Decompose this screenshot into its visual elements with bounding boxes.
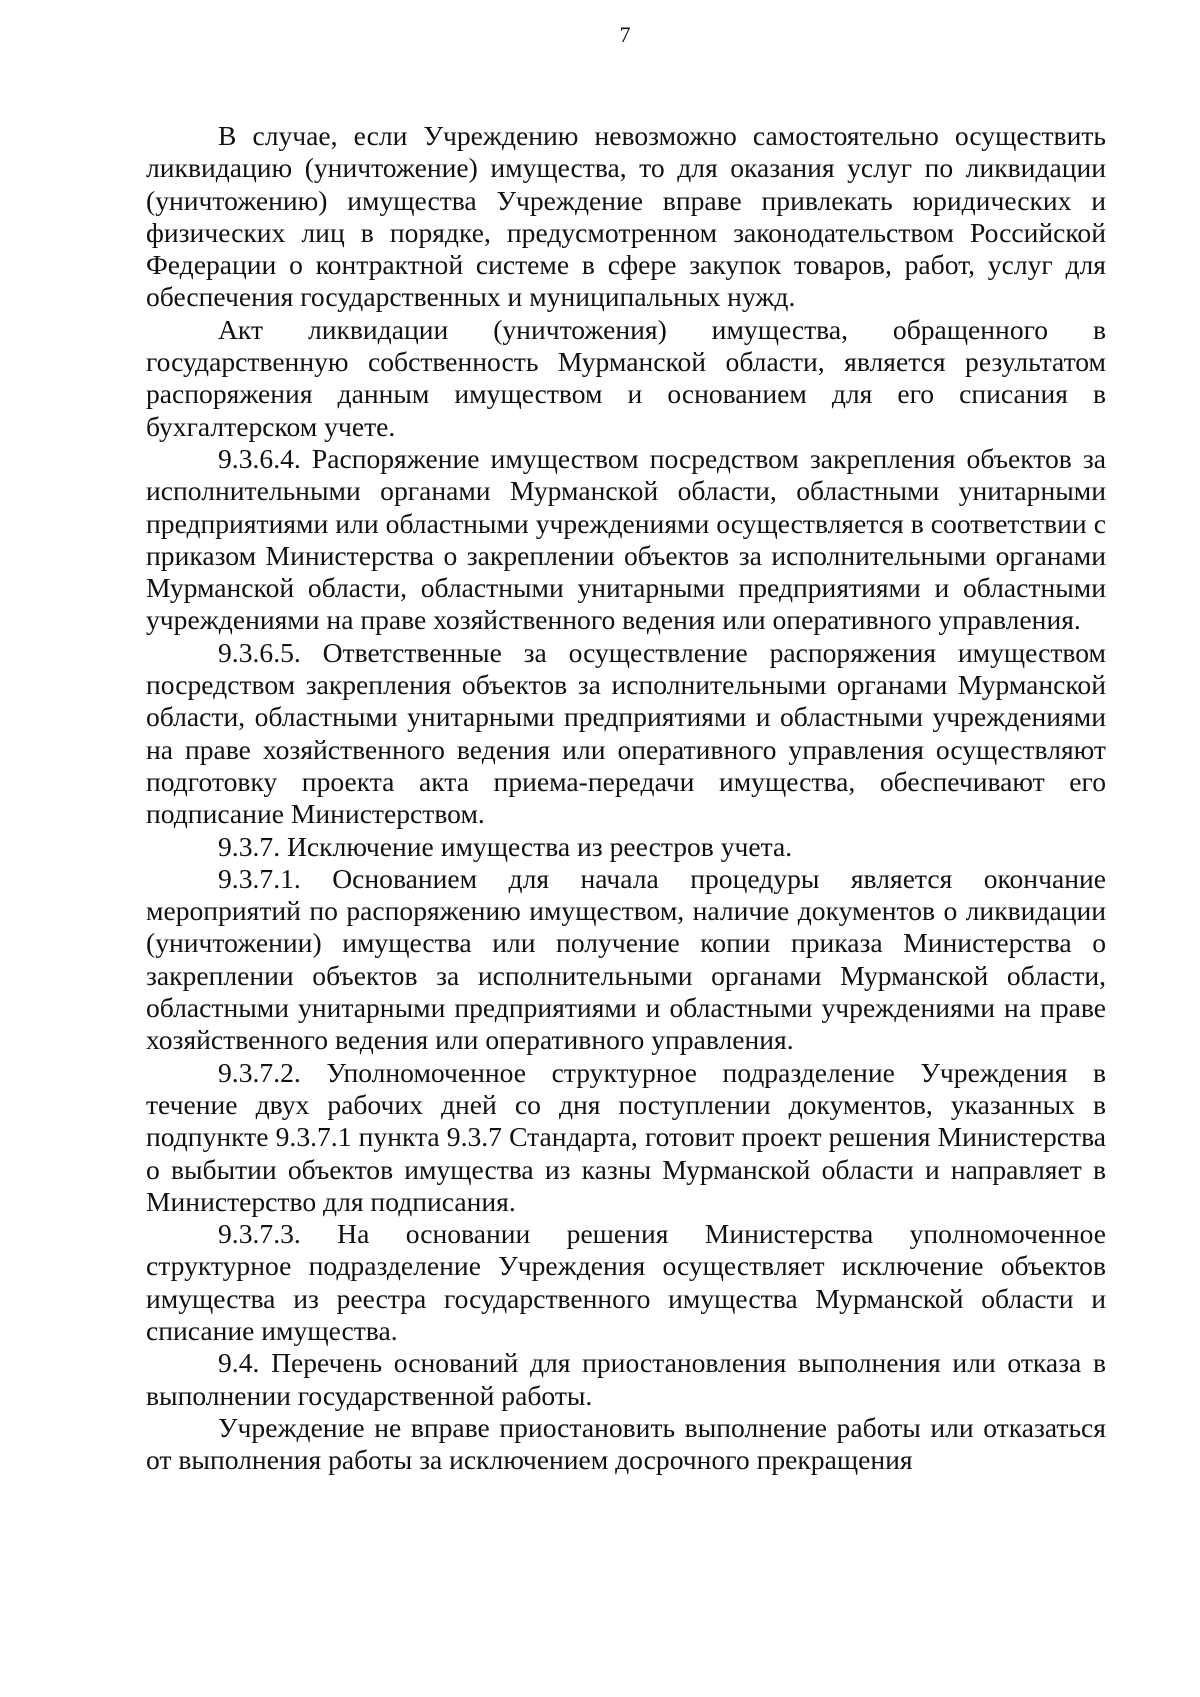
paragraph-9-3-6-4: 9.3.6.4. Распоряжение имуществом посредством закрепления объектов за исполнительными органами Мурманской области, областными унитарными предприятиями или областными учреждениями осуществляется в соответствии с приказом Министерства о закреплении объектов за исполнительными органами Мурманской области, областными унитарными предприятиями и областными учреждениями на праве хозяйственного ведения или оперативного управления. xyxy=(146,442,1106,636)
paragraph-9-3-6-5: 9.3.6.5. Ответственные за осуществление распоряжения имуществом посредством закрепления объектов за исполнительными органами Мурманской области, областными унитарными предприятиями и областными учреждениями на праве хозяйственного ведения или оперативного управления осуществляют подготовку проекта акта приема-передачи имущества, обеспечивают его подписание Министерством. xyxy=(146,636,1106,830)
paragraph-9-3-7-2: 9.3.7.2. Уполномоченное структурное подразделение Учреждения в течение двух рабочих дней со дня поступлении документов, указанных в подпункте 9.3.7.1 пункта 9.3.7 Стандарта, готовит проект решения Министерства о выбытии объектов имущества из казны Мурманской области и направляет в Министерство для подписания. xyxy=(146,1056,1106,1217)
paragraph-liquidation-act: Акт ликвидации (уничтожения) имущества, обращенного в государственную собственность Мурманской области, является результатом распоряжения данным имуществом и основанием для его списания в бухгалтерском учете. xyxy=(146,313,1106,442)
paragraph-9-3-7-1: 9.3.7.1. Основанием для начала процедуры является окончание мероприятий по распоряжению имуществом, наличие документов о ликвидации (уничтожении) имущества или получение копии приказа Министерства о закреплении объектов за исполнительными органами Мурманской области, областными унитарными предприятиями и областными учреждениями на праве хозяйственного ведения или оперативного управления. xyxy=(146,862,1106,1056)
paragraph-liquidation-services: В случае, если Учреждению невозможно самостоятельно осуществить ликвидацию (уничтожение) имущества, то для оказания услуг по ликвидации (уничтожению) имущества Учреждение вправе привлекать юридических и физических лиц в порядке, предусмотренном законодательством Российской Федерации о контрактной системе в сфере закупок товаров, работ, услуг для обеспечения государственных и муниципальных нужд. xyxy=(146,120,1106,313)
page-number: 7 xyxy=(619,22,631,47)
paragraph-9-3-7-3: 9.3.7.3. На основании решения Министерства уполномоченное структурное подразделение Учреждения осуществляет исключение объектов имущества из реестра государственного имущества Мурманской области и списание имущества. xyxy=(146,1218,1106,1346)
paragraph-institution-refusal: Учреждение не вправе приостановить выполнение работы или отказаться от выполнения работы за исключением досрочного прекращения xyxy=(146,1411,1106,1476)
paragraph-9-4: 9.4. Перечень оснований для приостановления выполнения или отказа в выполнении государственной работы. xyxy=(146,1347,1106,1411)
paragraph-9-3-7: 9.3.7. Исключение имущества из реестров учета. xyxy=(218,830,793,862)
document-body xyxy=(146,120,1106,1476)
